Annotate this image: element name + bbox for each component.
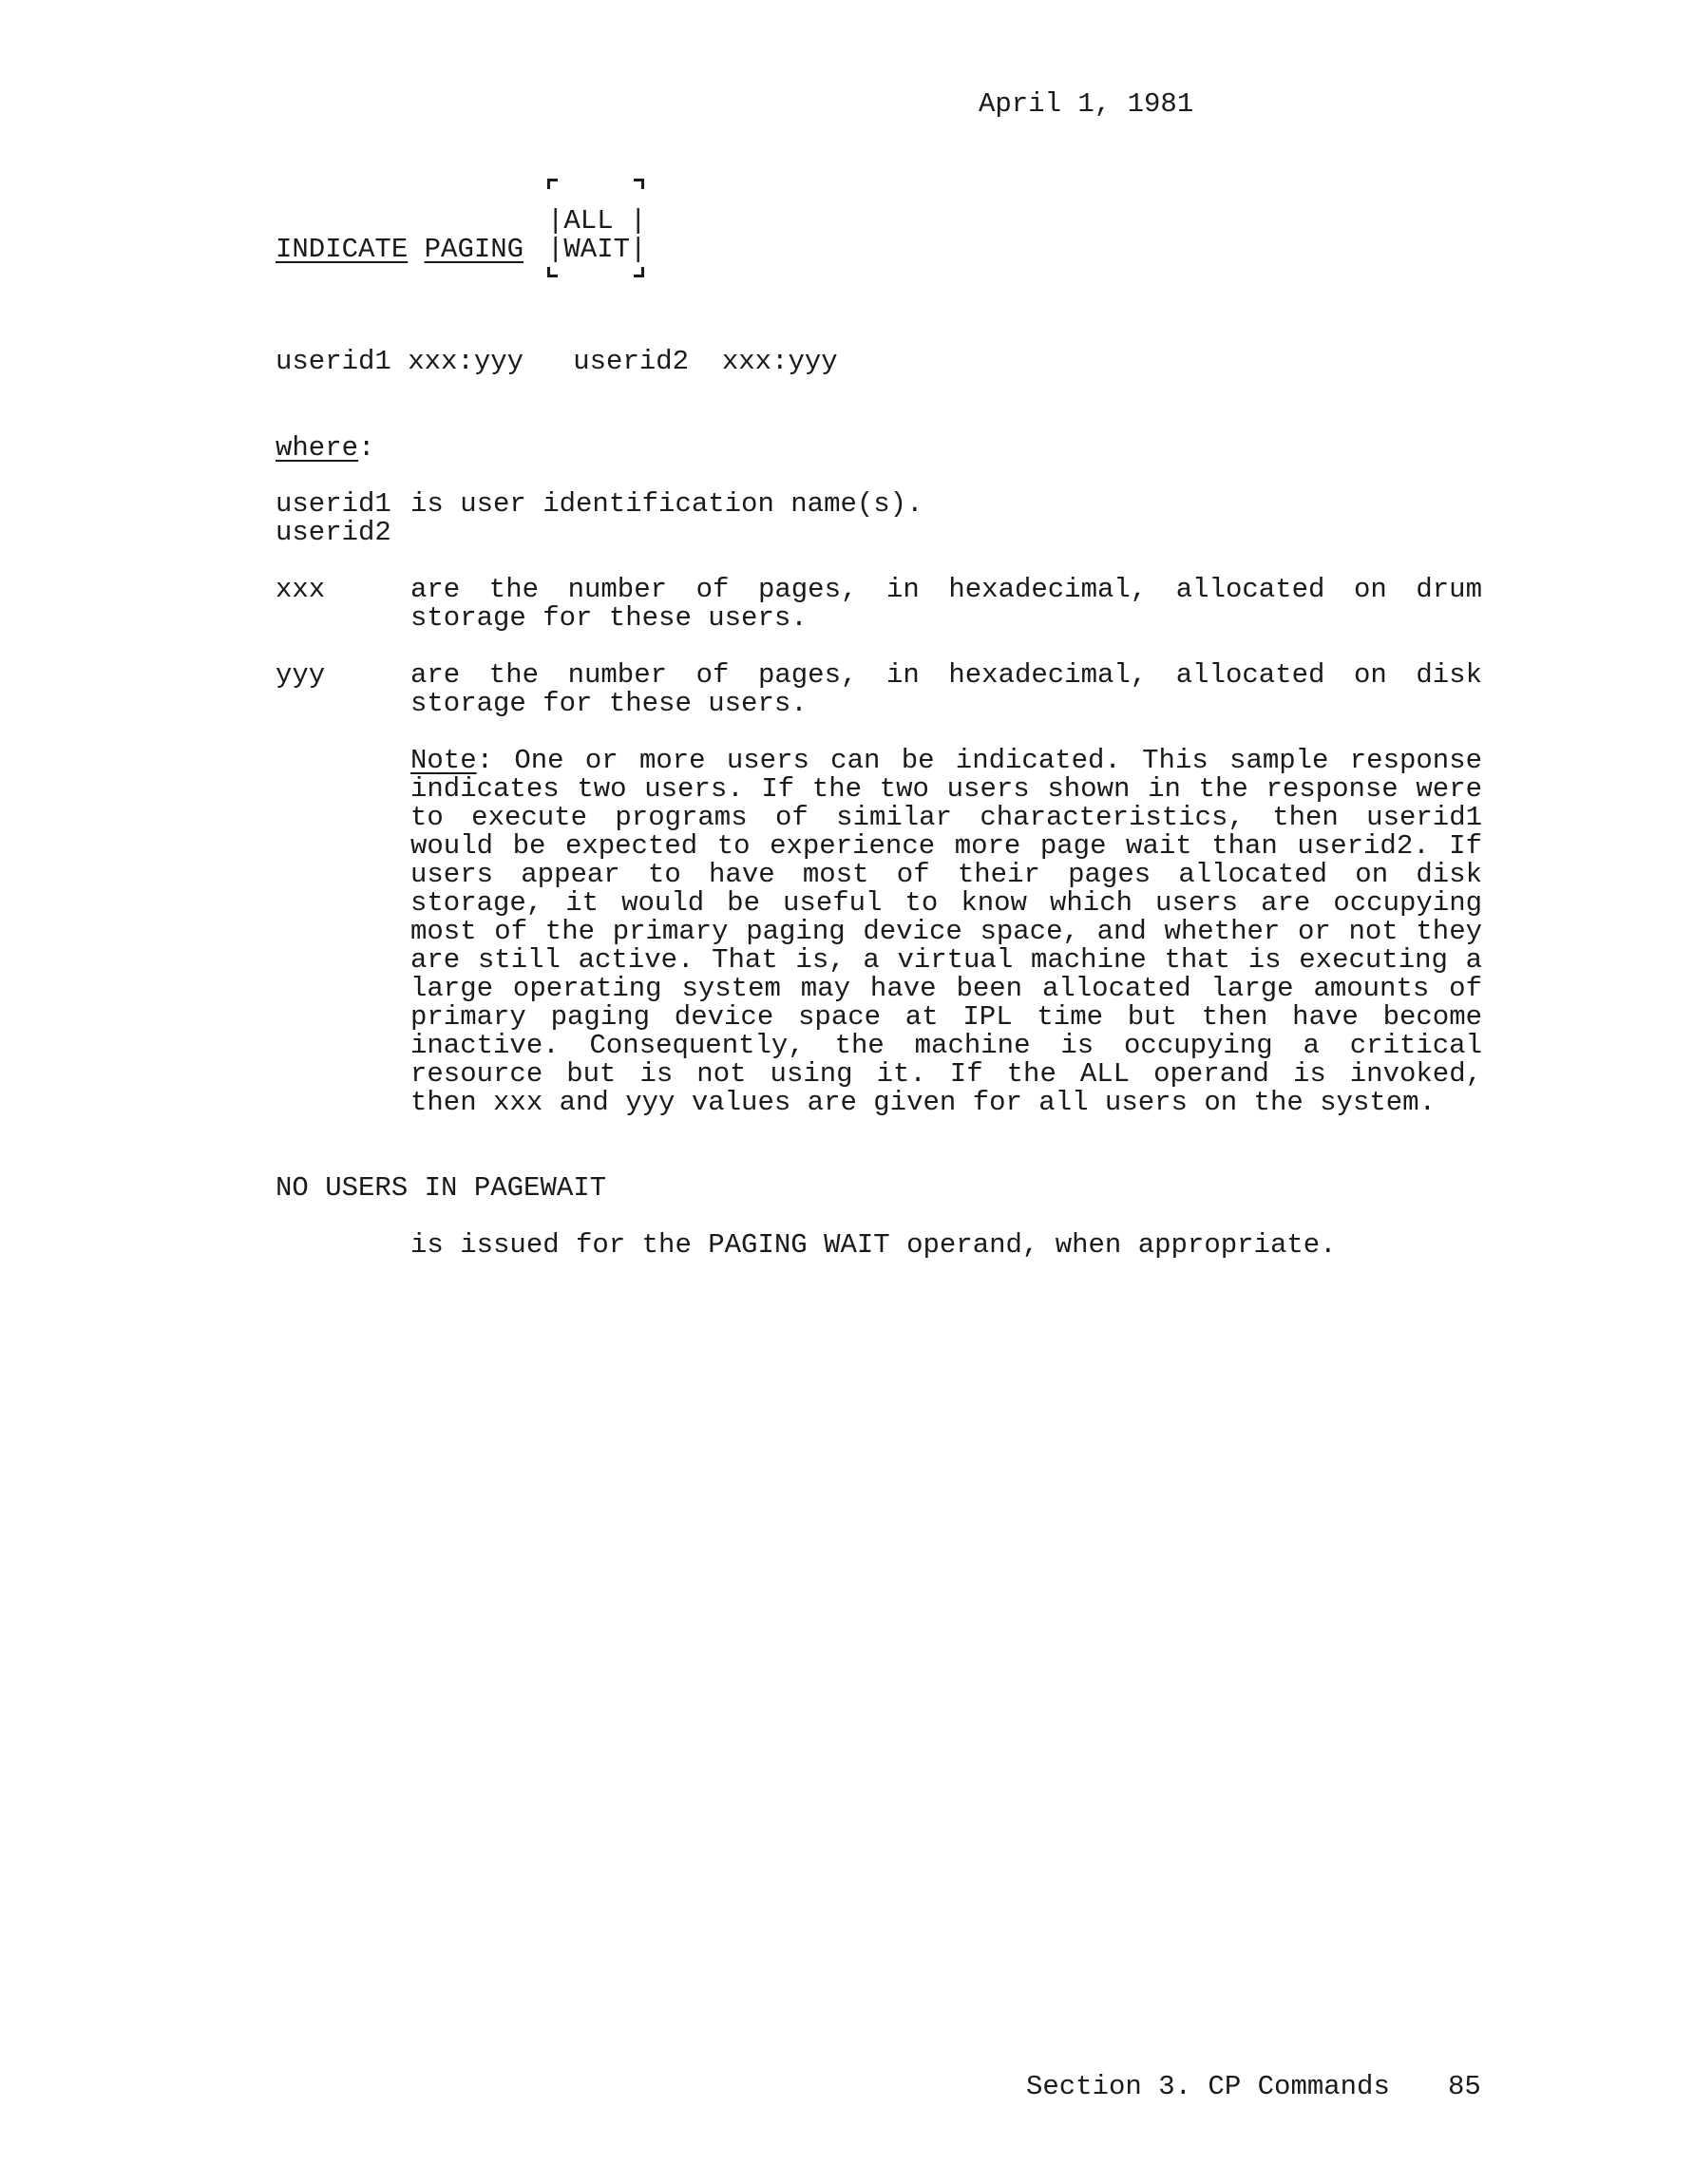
note-text: : One or more users can be indicated. This sample response indicates two users. If the two users shown in the response were to execute programs of similar characteristics, then userid1 would be expected to experience more page wait than userid2. If users appear to have most of their pages allocated on disk storage, it would be useful to know which users are occupying most of the primary paging device space, and whether or not they are still active. That is, a virtual machine that is executing a large operating system may have been allocated large amounts of primary paging device space at IPL time but then have become inactive. Consequently, the machine is occupying a critical resource but is not using it. If the ALL operand is invoked, then xxx and yyy values are given for all users on the system. (410, 745, 1482, 1118)
def-text-xxx: are the number of pages, in hexadecimal, allocated on drum storage for these users. (410, 574, 1482, 634)
syntax-operand: PAGING (424, 234, 524, 265)
note-label: Note (410, 745, 477, 776)
def-text-yyy: are the number of pages, in hexadecimal, allocated on disk storage for these users. (410, 659, 1482, 719)
response-line: userid1 xxx:yyy userid2 xxx:yyy (276, 346, 838, 377)
syntax-option-all: |ALL | (547, 205, 647, 237)
def-term-userid1: userid1 (276, 488, 391, 520)
def-term-userid2: userid2 (276, 517, 391, 548)
where-heading: where: (276, 432, 375, 464)
def-text-userid: is user identification name(s). (410, 488, 923, 520)
syntax-command: INDICATE (276, 234, 409, 265)
def-term-xxx: xxx (276, 574, 326, 605)
message-title: NO USERS IN PAGEWAIT (276, 1172, 607, 1204)
syntax-command-line (276, 236, 523, 264)
note-paragraph (410, 747, 1482, 1117)
footer-page-number: 85 (1448, 2071, 1481, 2102)
syntax-option-wait: |WAIT| (547, 234, 647, 265)
page-date: April 1, 1981 (979, 88, 1194, 120)
def-term-yyy: yyy (276, 659, 326, 691)
message-text: is issued for the PAGING WAIT operand, when appropriate. (410, 1229, 1337, 1261)
footer-section: Section 3. CP Commands (1026, 2071, 1390, 2102)
